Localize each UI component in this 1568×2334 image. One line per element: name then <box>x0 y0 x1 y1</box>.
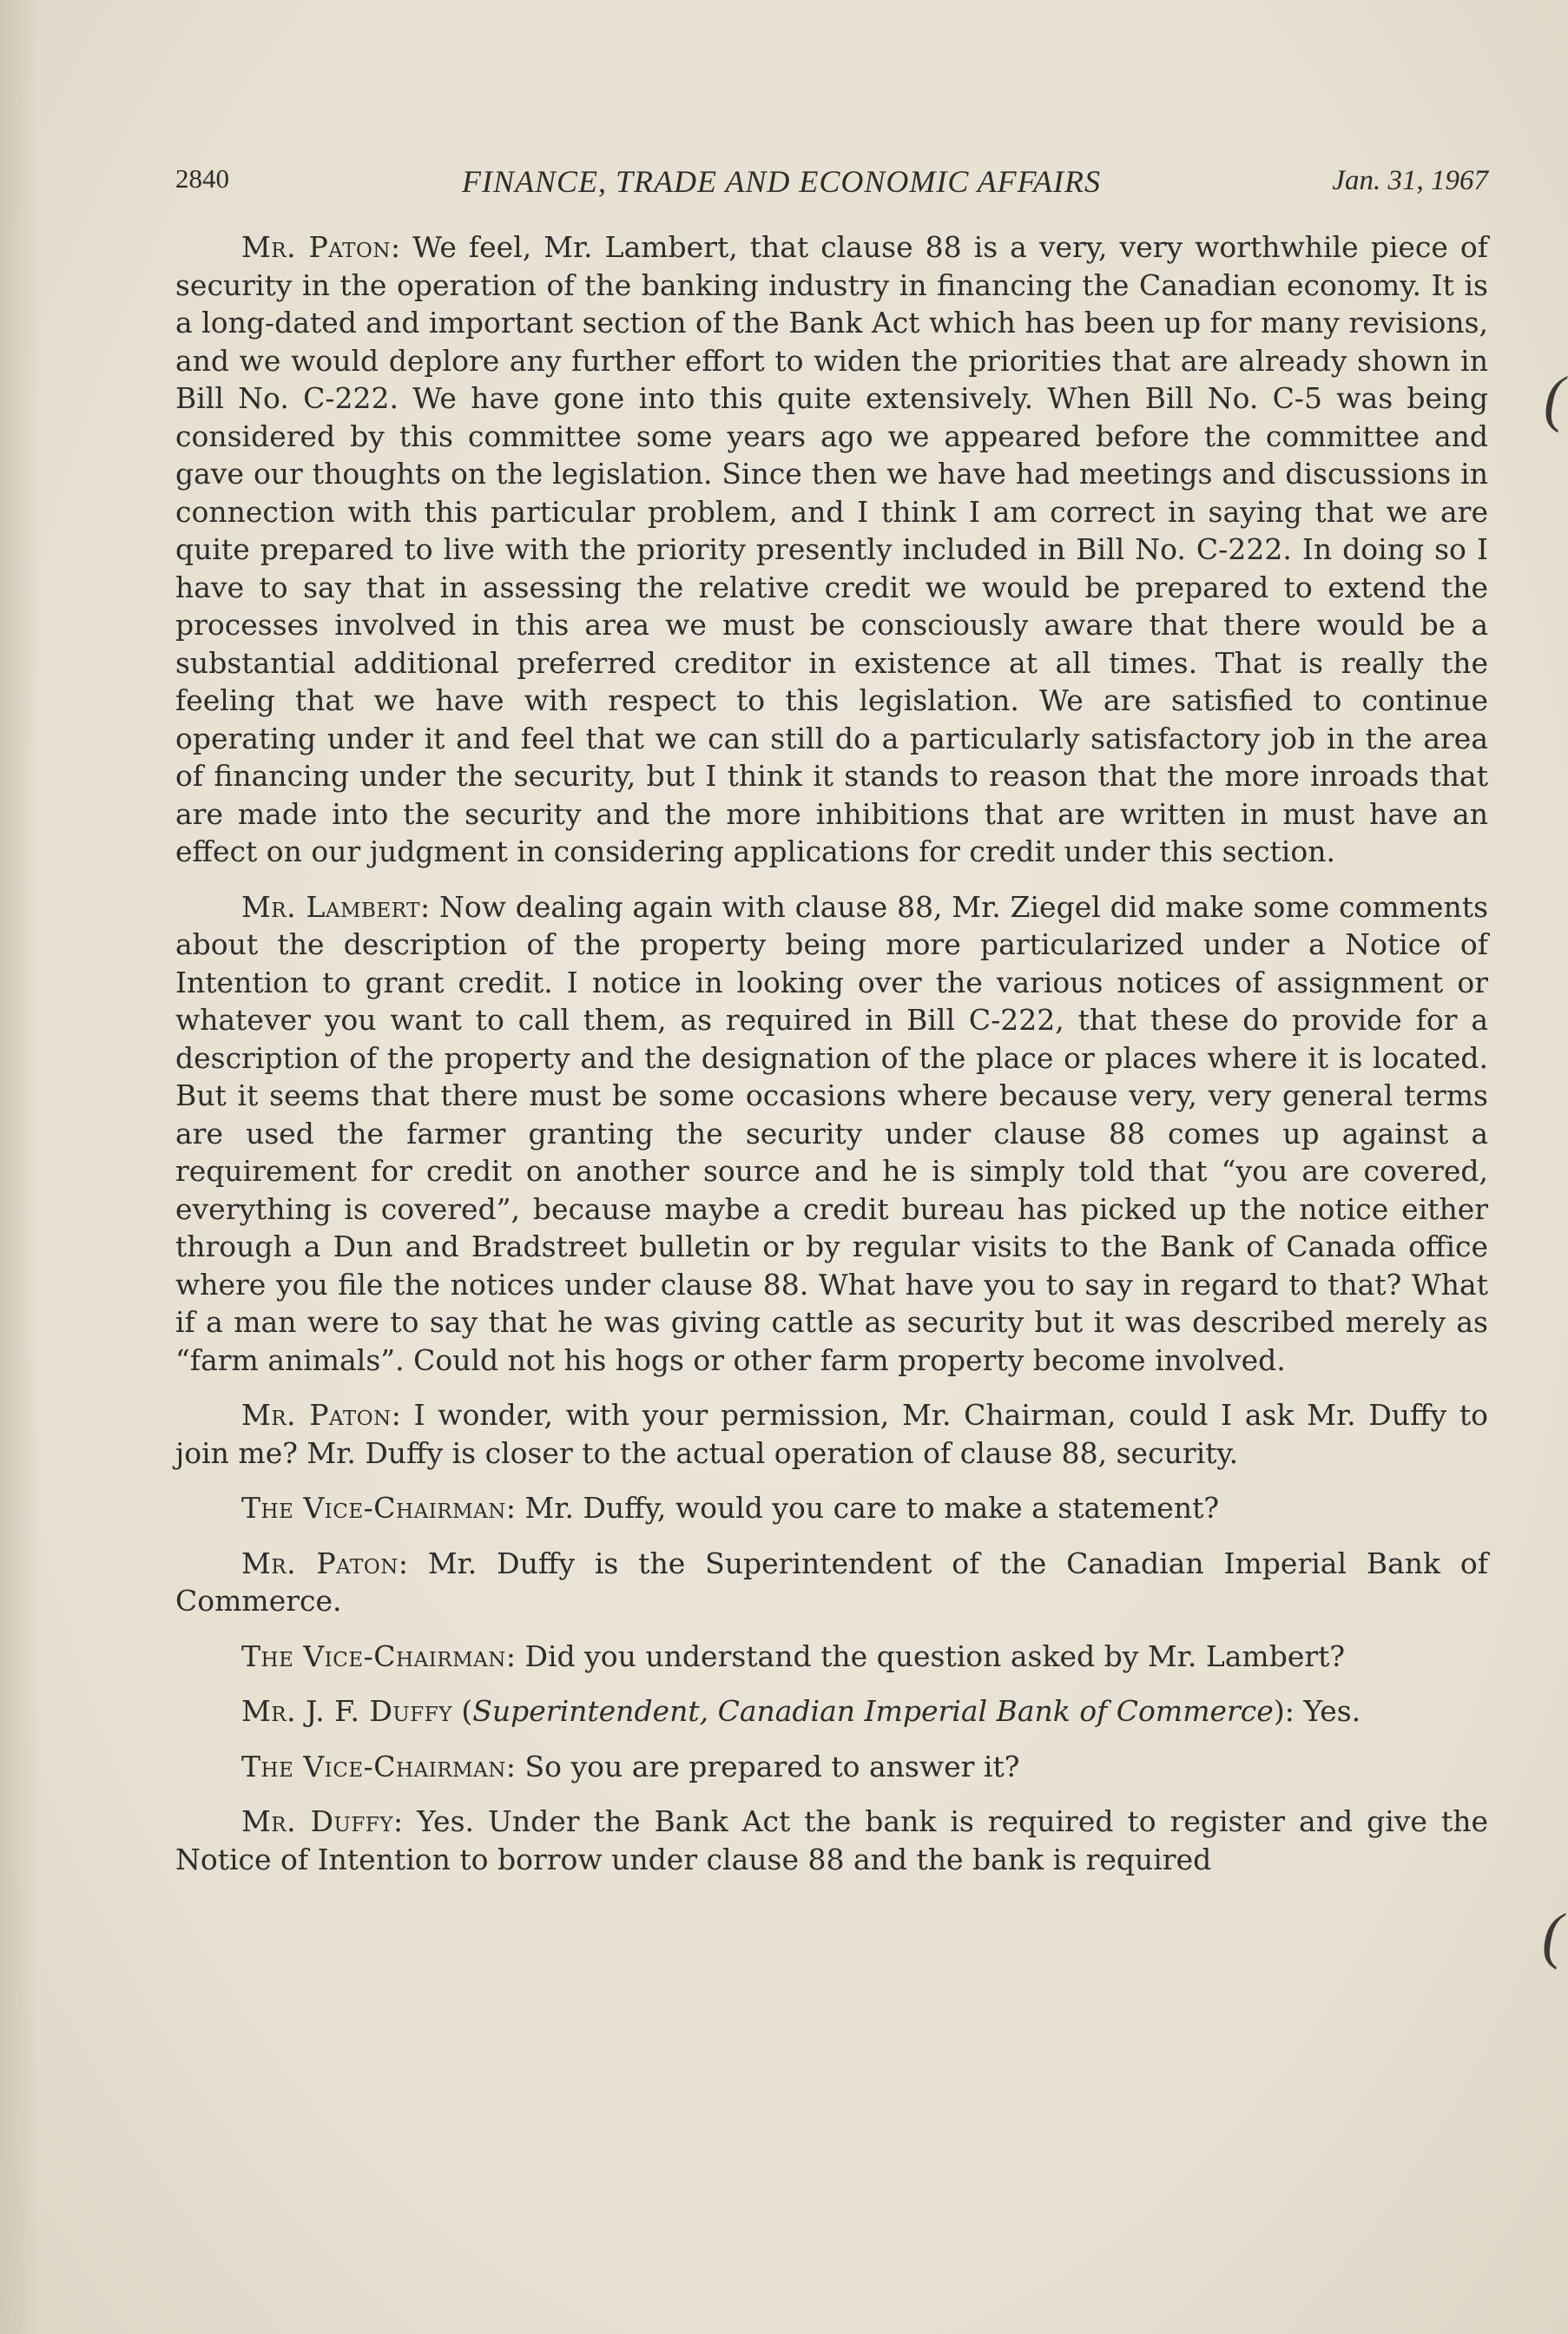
speaker-affiliation: Superintendent, Canadian Imperial Bank of Commerce <box>472 1694 1274 1728</box>
paragraph-text: Did you understand the question asked by Mr. Lambert? <box>524 1638 1346 1673</box>
page-header <box>175 158 1488 207</box>
paragraph-text: Mr. Duffy, would you care to make a statement? <box>524 1491 1220 1525</box>
speaker-name: Mr. Lambert <box>241 889 420 924</box>
transcript-paragraph: Mr. Paton: Mr. Duffy is the Superintendent of the Canadian Imperial Bank of Commerce. <box>175 1546 1489 1618</box>
speaker-name: Mr. Duffy <box>241 1804 394 1838</box>
paragraph-text: Now dealing again with clause 88, Mr. Ziegel did make some comments about the description of the property being more particularized under a Notice of Intention to grant credit. I notice in looking over the various notices of assignment or whatever you want to call them, as required in Bill C-222, that these do provide for a description of the property and the designation of the place or places where it is located. But it seems that there must be some occasions where because very, very general terms are used the farmer granting the security under clause 88 comes up against a requirement for credit on another source and he is simply told that “you are covered, everything is covered”, because maybe a credit bureau has picked up the notice either through a Dun and Bradstreet bulletin or by regular visits to the Bank of Canada office where you file the notices under clause 88. What have you to say in regard to that? What if a man were to say that he was giving cattle as security but it was described merely as “farm animals”. Could not his hogs or other farm property become involved. <box>175 889 1489 1377</box>
paragraph-text: Yes. <box>1303 1694 1361 1728</box>
paragraph-text: Mr. Duffy is the Superintendent of the Canadian Imperial Bank of Commerce. <box>175 1546 1489 1618</box>
page-number: 2840 <box>175 163 229 194</box>
transcript-paragraph: Mr. J. F. Duffy (Superintendent, Canadian Imperial Bank of Commerce): Yes. <box>241 1694 1361 1728</box>
transcript-paragraph: The Vice-Chairman: So you are prepared to answer it? <box>241 1749 1020 1783</box>
transcript-paragraph: Mr. Paton: We feel, Mr. Lambert, that clause 88 is a very, very worthwhile piece of security in the operation of the banking industry in financing the Canadian economy. It is a long-dated and important section of the Bank Act which has been up for many revisions, and we would deplore any further effort to widen the priorities that are already shown in Bill No. C-222. We have gone into this quite extensively. When Bill No. C-5 was being considered by this committee some years ago we appeared before the committee and gave our thoughts on the legislation. Since then we have had meetings and discussions in connection with this particular problem, and I think I am correct in saying that we are quite prepared to live with the priority presently included in Bill No. C-222. In doing so I have to say that in assessing the relative credit we would be prepared to extend the processes involved in this area we must be consciously aware that there would be a substantial additional preferred creditor in existence at all times. That is really the feeling that we have with respect to this legislation. We are satisfied to continue operating under it and feel that we can still do a particularly satisfactory job in the area of financing under the security, but I think it stands to reason that the more inroads that are made into the security and the more inhibitions that are written in must have an effect on our judgment in considering applications for credit under this section. <box>175 230 1489 868</box>
paragraph-text: Yes. Under the Bank Act the bank is required to register and give the Notice of Intention to borrow under clause 88 and the bank is required <box>175 1804 1488 1876</box>
speaker-name: Mr. Paton <box>241 230 391 264</box>
transcript-paragraph: The Vice-Chairman: Mr. Duffy, would you care to make a statement? <box>241 1491 1220 1525</box>
paragraph-text: So you are prepared to answer it? <box>524 1749 1020 1783</box>
speaker-name: The Vice-Chairman <box>241 1491 506 1525</box>
transcript-paragraph: Mr. Duffy: Yes. Under the Bank Act the bank is required to register and give the Notice of Intention to borrow under clause 88 and the bank is required <box>175 1804 1488 1876</box>
page-edge-shadow <box>0 0 40 2334</box>
speaker-name: Mr. Paton <box>241 1398 392 1432</box>
speaker-name: The Vice-Chairman <box>241 1638 506 1673</box>
paragraph-text: We feel, Mr. Lambert, that clause 88 is a very, very worthwhile piece of security in the operation of the banking industry in financing the Canadian economy. It is a long-dated and important section of the Bank Act which has been up for many revisions, and we would deplore any further effort to widen the priorities that are already shown in Bill No. C-222. We have gone into this quite extensively. When Bill No. C-5 was being considered by this committee some years ago we appeared before the committee and gave our thoughts on the legislation. Since then we have had meetings and discussions in connection with this particular problem, and I think I am correct in saying that we are quite prepared to live with the priority presently included in Bill No. C-222. In doing so I have to say that in assessing the relative credit we would be prepared to extend the processes involved in this area we must be consciously aware that there would be a substantial additional preferred creditor in existence at all times. That is really the feeling that we have with respect to this legislation. We are satisfied to continue operating under it and feel that we can still do a particularly satisfactory job in the area of financing under the security, but I think it stands to reason that the more inroads that are made into the security and the more inhibitions that are written in must have an effect on our judgment in considering applications for credit under this section. <box>175 230 1489 868</box>
speaker-name: Mr. J. F. Duffy <box>241 1694 452 1728</box>
margin-bracket-mark: ( <box>1544 364 1565 433</box>
running-title: FINANCE, TRADE AND ECONOMIC AFFAIRS <box>462 164 1101 199</box>
margin-bracket-mark: ( <box>1542 1901 1563 1970</box>
transcript-paragraph: Mr. Lambert: Now dealing again with clause 88, Mr. Ziegel did make some comments about the description of the property being more particularized under a Notice of Intention to grant credit. I notice in looking over the various notices of assignment or whatever you want to call them, as required in Bill C-222, that these do provide for a description of the property and the designation of the place or places where it is located. But it seems that there must be some occasions where because very, very general terms are used the farmer granting the security under clause 88 comes up against a requirement for credit on another source and he is simply told that “you are covered, everything is covered”, because maybe a credit bureau has picked up the notice either through a Dun and Bradstreet bulletin or by regular visits to the Bank of Canada office where you file the notices under clause 88. What have you to say in regard to that? What if a man were to say that he was giving cattle as security but it was described merely as “farm animals”. Could not his hogs or other farm property become involved. <box>175 889 1489 1377</box>
transcript-body <box>175 228 1488 1878</box>
header-date: Jan. 31, 1967 <box>1332 165 1488 196</box>
transcript-paragraph: Mr. Paton: I wonder, with your permission, Mr. Chairman, could I ask Mr. Duffy to join me? Mr. Duffy is closer to the actual operation of clause 88, security. <box>175 1398 1488 1470</box>
paragraph-text: I wonder, with your permission, Mr. Chairman, could I ask Mr. Duffy to join me? Mr. Duffy is closer to the actual operation of clause 88, security. <box>175 1398 1488 1470</box>
speaker-name: Mr. Paton <box>241 1546 399 1580</box>
transcript-paragraph: The Vice-Chairman: Did you understand the question asked by Mr. Lambert? <box>241 1638 1346 1673</box>
speaker-name: The Vice-Chairman <box>241 1749 506 1783</box>
